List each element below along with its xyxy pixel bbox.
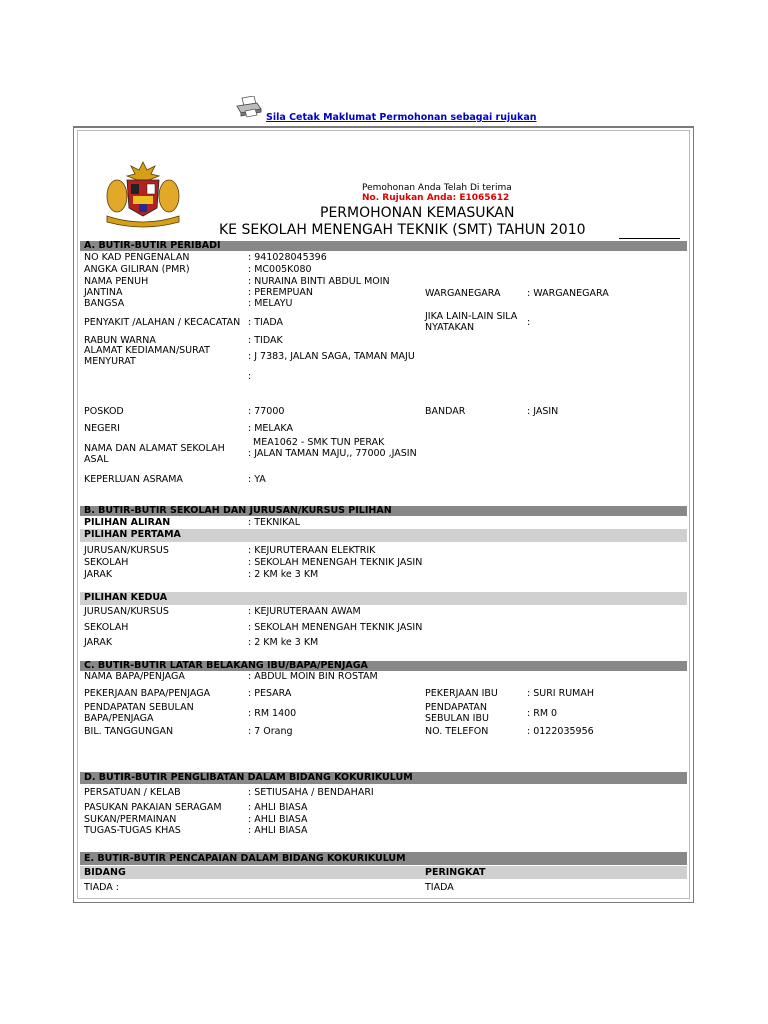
value-first-jarak: : 2 KM ke 3 KM [248, 569, 319, 580]
label-sekolah-asal: NAMA DAN ALAMAT SEKOLAH [84, 443, 225, 454]
value-nama: : NURAINA BINTI ABDUL MOIN [248, 276, 390, 287]
value-pilihan-aliran: : TEKNIKAL [248, 517, 301, 528]
section-d-heading: D. BUTIR-BUTIR PENGLIBATAN DALAM BIDANG KOKURIKULUM [80, 772, 687, 784]
column-bidang: BIDANG [84, 867, 126, 878]
label-pendapatan-bapa-2: BAPA/PENJAGA [84, 713, 154, 724]
label-second-jurusan: JURUSAN/KURSUS [84, 606, 169, 617]
value-rabun: : TIDAK [248, 335, 283, 346]
value-tanggungan: : 7 Orang [248, 726, 293, 737]
label-first-jarak: JARAK [84, 569, 113, 580]
label-pekerjaan-bapa: PEKERJAAN BAPA/PENJAGA [84, 688, 211, 699]
label-angka-giliran: ANGKA GILIRAN (PMR) [84, 264, 190, 275]
label-poskod: POSKOD [84, 406, 124, 417]
value-second-sekolah: : SEKOLAH MENENGAH TEKNIK JASIN [248, 622, 423, 633]
section-a-heading: A. BUTIR-BUTIR PERIBADI [80, 241, 687, 251]
label-tugas: TUGAS-TUGAS KHAS [84, 825, 181, 836]
coat-of-arms-logo [103, 160, 183, 228]
value-asrama: : YA [248, 474, 266, 485]
value-no-kad: : 941028045396 [248, 252, 327, 263]
label-warganegara: WARGANEGARA [425, 288, 501, 299]
printer-icon[interactable] [236, 96, 262, 118]
value-first-sekolah: : SEKOLAH MENENGAH TEKNIK JASIN [248, 557, 423, 568]
pilihan-pertama-heading: PILIHAN PERTAMA [80, 529, 687, 542]
label-pilihan-aliran: PILIHAN ALIRAN [84, 517, 171, 528]
value-first-jurusan: : KEJURUTERAAN ELEKTRIK [248, 545, 376, 556]
label-rabun: RABUN WARNA [84, 335, 156, 346]
section-b-heading: B. BUTIR-BUTIR SEKOLAH DAN JURUSAN/KURSUS PILIHAN [80, 506, 687, 516]
value-pekerjaan-bapa: : PESARA [248, 688, 292, 699]
row-peringkat: TIADA [425, 882, 454, 893]
label-pendapatan-ibu-2: SEBULAN IBU [425, 713, 489, 724]
label-nama: NAMA PENUH [84, 276, 149, 287]
value-second-jarak: : 2 KM ke 3 KM [248, 637, 319, 648]
label-pasukan: PASUKAN PAKAIAN SERAGAM [84, 802, 222, 813]
value-bangsa: : MELAYU [248, 298, 293, 309]
print-link[interactable]: Sila Cetak Maklumat Permohonan sebagai rujukan [266, 112, 537, 123]
value-alamat: : J 7383, JALAN SAGA, TAMAN MAJU [248, 351, 415, 362]
label-first-jurusan: JURUSAN/KURSUS [84, 545, 169, 556]
label-nama-bapa: NAMA BAPA/PENJAGA [84, 671, 185, 682]
value-sekolah-asal-2: : JALAN TAMAN MAJU,, 77000 ,JASIN [248, 448, 417, 459]
value-pendapatan-ibu: : RM 0 [527, 708, 558, 719]
label-sukan: SUKAN/PERMAINAN [84, 814, 177, 825]
value-pasukan: : AHLI BIASA [248, 802, 308, 813]
value-tugas: : AHLI BIASA [248, 825, 308, 836]
value-sukan: : AHLI BIASA [248, 814, 308, 825]
label-persatuan: PERSATUAN / KELAB [84, 787, 181, 798]
reference-number: No. Rujukan Anda: E1065612 [362, 193, 510, 203]
value-pekerjaan-ibu: : SURI RUMAH [527, 688, 595, 699]
value-penyakit: : TIADA [248, 317, 283, 328]
label-second-sekolah: SEKOLAH [84, 622, 129, 633]
label-no-kad: NO KAD PENGENALAN [84, 252, 190, 263]
column-peringkat: PERINGKAT [425, 867, 486, 878]
title-line-1: PERMOHONAN KEMASUKAN [320, 205, 515, 221]
row-bidang: TIADA : [84, 882, 119, 893]
label-penyakit: PENYAKIT /ALAHAN / KECACATAN [84, 317, 241, 328]
label-negeri: NEGERI [84, 423, 120, 434]
label-alamat: ALAMAT KEDIAMAN/SURAT [84, 345, 210, 356]
title-line-2: KE SEKOLAH MENENGAH TEKNIK (SMT) TAHUN 2010 [219, 222, 586, 238]
value-negeri: : MELAKA [248, 423, 293, 434]
value-persatuan: : SETIUSAHA / BENDAHARI [248, 787, 374, 798]
label-pendapatan-ibu: PENDAPATAN [425, 702, 488, 713]
value-jantina: : PEREMPUAN [248, 287, 314, 298]
label-jika-lain: JIKA LAIN-LAIN SILA [425, 311, 518, 322]
label-telefon: NO. TELEFON [425, 726, 489, 737]
label-asrama: KEPERLUAN ASRAMA [84, 474, 183, 485]
label-bangsa: BANGSA [84, 298, 125, 309]
received-text: Pemohonan Anda Telah Di terima [362, 183, 512, 193]
value-second-jurusan: : KEJURUTERAAN AWAM [248, 606, 361, 617]
label-pekerjaan-ibu: PEKERJAAN IBU [425, 688, 498, 699]
value-bandar: : JASIN [527, 406, 559, 417]
value-pendapatan-bapa: : RM 1400 [248, 708, 297, 719]
label-second-jarak: JARAK [84, 637, 113, 648]
label-sekolah-asal-2: ASAL [84, 454, 109, 465]
value-poskod: : 77000 [248, 406, 285, 417]
label-bandar: BANDAR [425, 406, 466, 417]
label-jika-lain-2: NYATAKAN [425, 322, 475, 333]
label-first-sekolah: SEKOLAH [84, 557, 129, 568]
value-angka-giliran: : MC005K080 [248, 264, 312, 275]
value-warganegara: : WARGANEGARA [527, 288, 609, 299]
value-telefon: : 0122035956 [527, 726, 594, 737]
section-e-columns [80, 866, 687, 879]
label-tanggungan: BIL. TANGGUNGAN [84, 726, 174, 737]
label-alamat-2: MENYURAT [84, 356, 136, 367]
section-c-heading: C. BUTIR-BUTIR LATAR BELAKANG IBU/BAPA/PENJAGA [80, 661, 687, 671]
section-e-heading: E. BUTIR-BUTIR PENCAPAIAN DALAM BIDANG KOKURIKULUM [80, 852, 687, 865]
title-underline [619, 238, 680, 239]
value-jika-lain: : [527, 317, 531, 328]
value-alamat-2: : [248, 371, 252, 382]
label-jantina: JANTINA [84, 287, 123, 298]
value-sekolah-asal: MEA1062 - SMK TUN PERAK [253, 437, 385, 448]
label-pendapatan-bapa: PENDAPATAN SEBULAN [84, 702, 194, 713]
value-nama-bapa: : ABDUL MOIN BIN ROSTAM [248, 671, 378, 682]
pilihan-kedua-heading: PILIHAN KEDUA [80, 592, 687, 605]
